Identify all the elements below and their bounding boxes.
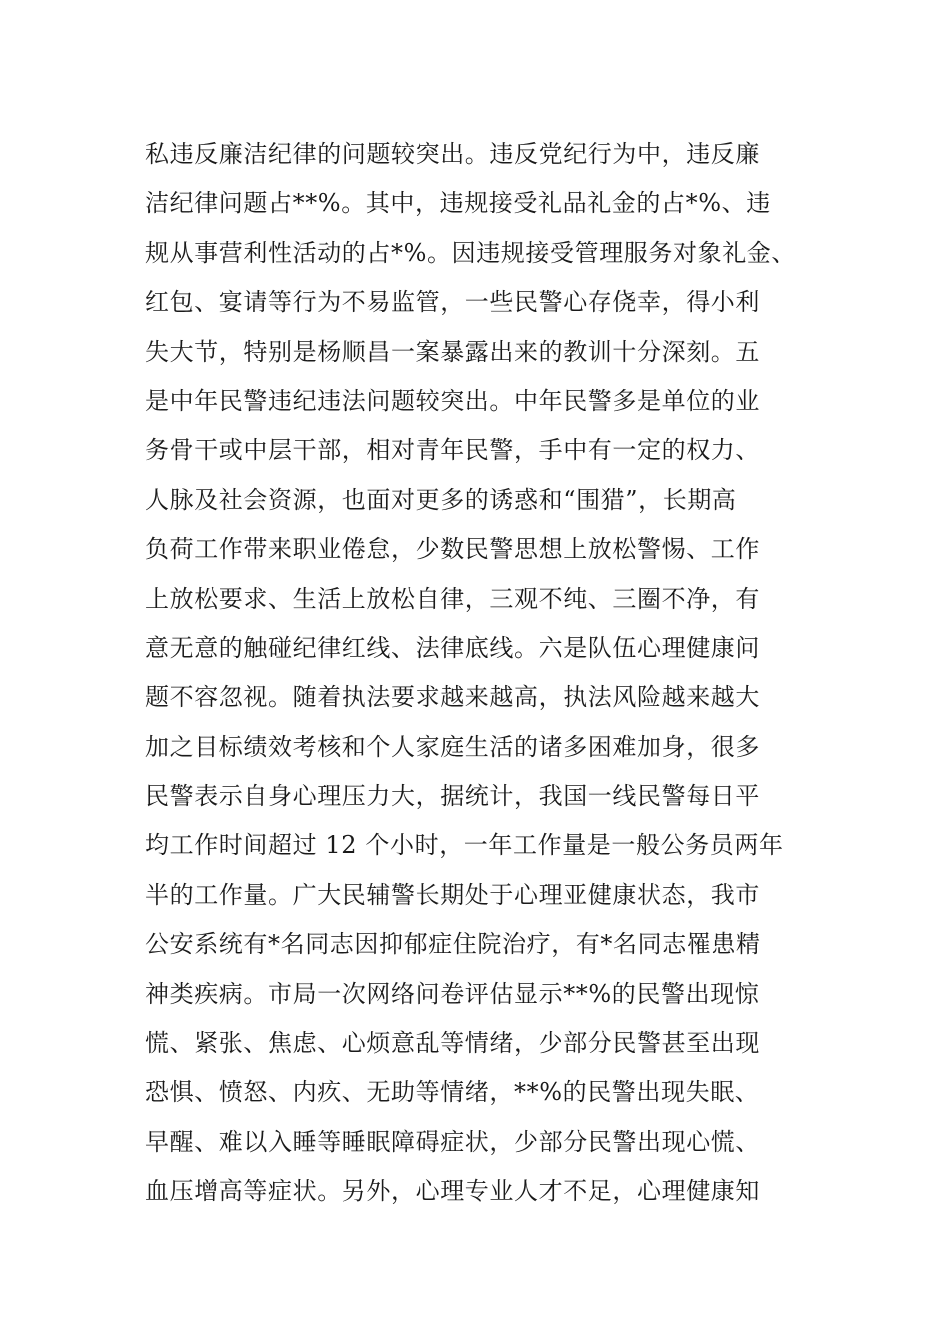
text-line: 洁纪律问题占**%。其中，违规接受礼品礼金的占*%、违 bbox=[145, 189, 771, 218]
body-text bbox=[145, 130, 845, 1217]
text-line: 私违反廉洁纪律的问题较突出。违反党纪行为中，违反廉 bbox=[145, 140, 760, 168]
text-line: 均工作时间超过 12 个小时，一年工作量是一般公务员两年 bbox=[145, 831, 784, 860]
text-line: 是中年民警违纪违法问题较突出。中年民警多是单位的业 bbox=[145, 386, 760, 415]
text-line: 负荷工作带来职业倦怠，少数民警思想上放松警惕、工作 bbox=[145, 535, 760, 564]
text-line: 红包、宴请等行为不易监管，一些民警心存侥幸，得小利 bbox=[145, 288, 760, 317]
text-line: 半的工作量。广大民辅警长期处于心理亚健康状态，我市 bbox=[145, 880, 760, 909]
text-line: 人脉及社会资源，也面对更多的诱惑和“围猎”，长期高 bbox=[145, 485, 737, 514]
text-line: 意无意的触碰纪律红线、法律底线。六是队伍心理健康问 bbox=[145, 633, 760, 662]
text-line: 上放松要求、生活上放松自律，三观不纯、三圈不净，有 bbox=[145, 584, 760, 613]
text-line: 血压增高等症状。另外，心理专业人才不足，心理健康知 bbox=[145, 1177, 760, 1206]
text-line: 失大节，特别是杨顺昌一案暴露出来的教训十分深刻。五 bbox=[145, 337, 760, 366]
text-line: 规从事营利性活动的占*%。因违规接受管理服务对象礼金、 bbox=[145, 238, 797, 267]
text-line: 恐惧、愤怒、内疚、无助等情绪，**%的民警出现失眠、 bbox=[145, 1078, 760, 1107]
text-line: 慌、紧张、焦虑、心烦意乱等情绪，少部分民警甚至出现 bbox=[145, 1029, 760, 1058]
text-line: 题不容忽视。随着执法要求越来越高，执法风险越来越大 bbox=[145, 683, 760, 712]
text-line: 早醒、难以入睡等睡眠障碍症状，少部分民警出现心慌、 bbox=[145, 1127, 760, 1156]
text-line: 加之目标绩效考核和个人家庭生活的诸多困难加身，很多 bbox=[145, 732, 760, 761]
text-line: 务骨干或中层干部，相对青年民警，手中有一定的权力、 bbox=[145, 436, 760, 465]
text-line: 神类疾病。市局一次网络问卷评估显示**%的民警出现惊 bbox=[145, 979, 760, 1008]
text-line: 民警表示自身心理压力大，据统计，我国一线民警每日平 bbox=[145, 782, 760, 811]
text-line: 公安系统有*名同志因抑郁症住院治疗，有*名同志罹患精 bbox=[145, 930, 761, 959]
